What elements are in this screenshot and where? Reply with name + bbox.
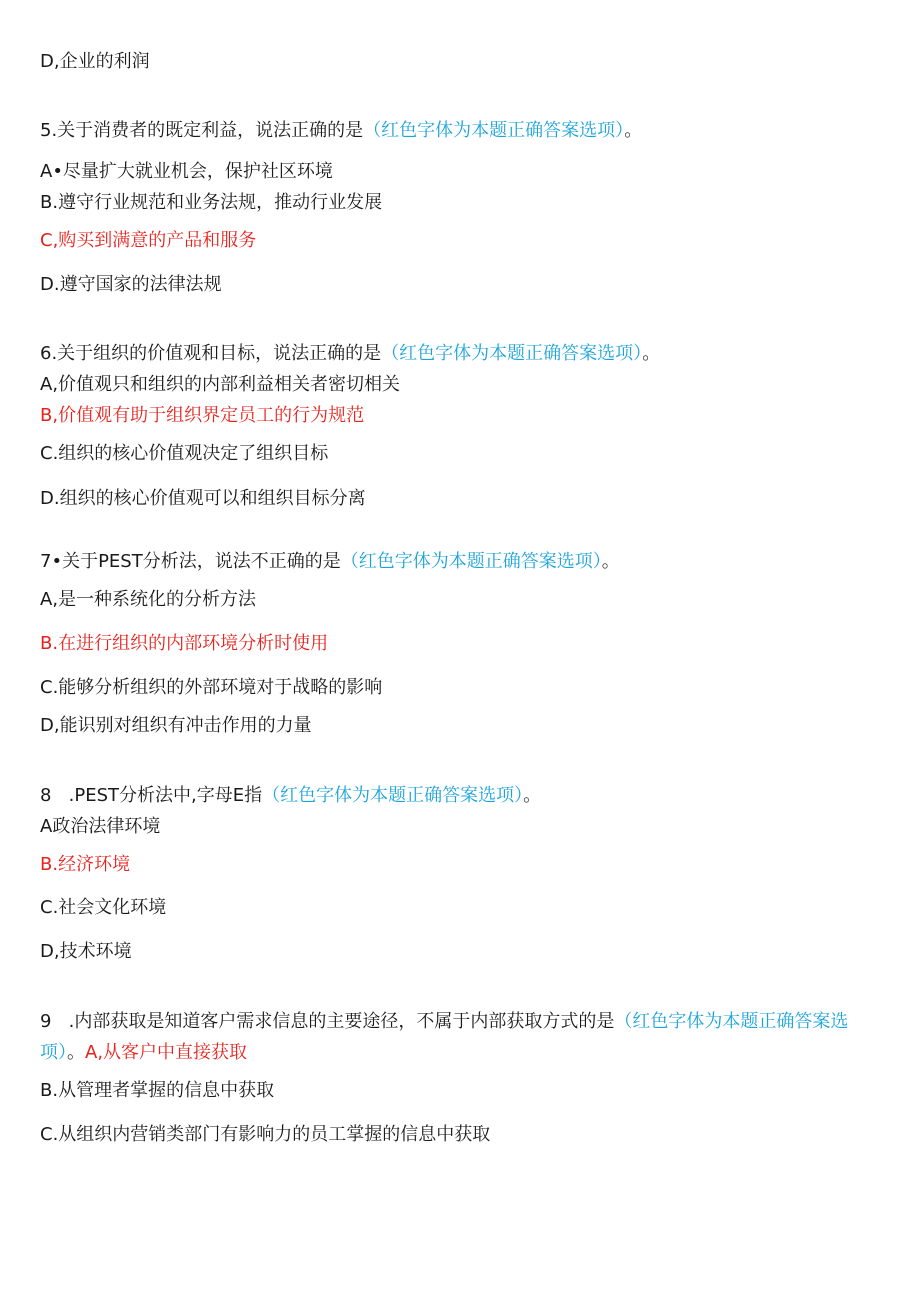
q6-hint: （红色字体为本题正确答案选项） [381,343,643,364]
q8-hint: （红色字体为本题正确答案选项） [262,785,524,806]
q5-option-c-correct: C,购买到满意的产品和服务 [40,230,257,251]
q5-stem: 5.关于消费者的既定利益，说法正确的是 [40,120,364,141]
q7-stem-line [40,550,620,574]
q4-option-d: D,企业的利润 [40,51,150,72]
q6-stem-line [40,342,660,366]
q8-option-a: A政治法律环境 [40,816,161,837]
q8-stem: 8 .PEST分析法中,字母E指 [40,785,263,806]
q5-option-b: B.遵守行业规范和业务法规，推动行业发展 [40,192,383,213]
q7-option-a: A,是一种系统化的分析方法 [40,589,257,610]
q7-hint: （红色字体为本题正确答案选项） [340,551,602,572]
q5-option-d: D.遵守国家的法律法规 [40,274,222,295]
q9-option-c: C.从组织内营销类部门有影响力的员工掌握的信息中获取 [40,1124,491,1145]
q7-stem: 7•关于PEST分析法，说法不正确的是 [40,551,341,572]
q9-hint-part2: 项） [40,1042,67,1063]
q8-option-b-correct: B.经济环境 [40,854,131,875]
q5-option-a: A•尽量扩大就业机会，保护社区环境 [40,161,333,182]
q9-option-b: B.从管理者掌握的信息中获取 [40,1080,275,1101]
q7-option-c: C.能够分析组织的外部环境对于战略的影响 [40,677,383,698]
q6-option-c: C.组织的核心价值观决定了组织目标 [40,443,329,464]
q9-option-a-correct: A,从客户中直接获取 [85,1042,248,1063]
q9-hint-part1: （红色字体为本题正确答案选 [614,1011,849,1032]
q6-option-a: A,价值观只和组织的内部利益相关者密切相关 [40,374,401,395]
q9-period: 。 [67,1042,85,1063]
q8-stem-line [40,784,541,808]
q8-option-c: C.社会文化环境 [40,897,167,918]
q6-option-d: D.组织的核心价值观可以和组织目标分离 [40,488,366,509]
q6-option-b-correct: B,价值观有助于组织界定员工的行为规范 [40,405,365,426]
q8-option-d: D,技术环境 [40,941,132,962]
q6-stem: 6.关于组织的价值观和目标，说法正确的是 [40,343,382,364]
q7-option-d: D,能识别对组织有冲击作用的力量 [40,715,312,736]
q8-period: 。 [523,785,542,806]
q6-period: 。 [642,343,661,364]
q9-stem-line [40,1010,848,1034]
q9-stem: 9 .内部获取是知道客户需求信息的主要途径，不属于内部获取方式的是 [40,1011,615,1032]
q7-period: 。 [601,551,620,572]
q5-stem-line [40,119,642,143]
q7-option-b-correct: B.在进行组织的内部环境分析时使用 [40,633,329,654]
q5-hint: （红色字体为本题正确答案选项） [363,120,625,141]
q9-stem-line-2 [40,1041,247,1065]
q5-period: 。 [624,120,643,141]
